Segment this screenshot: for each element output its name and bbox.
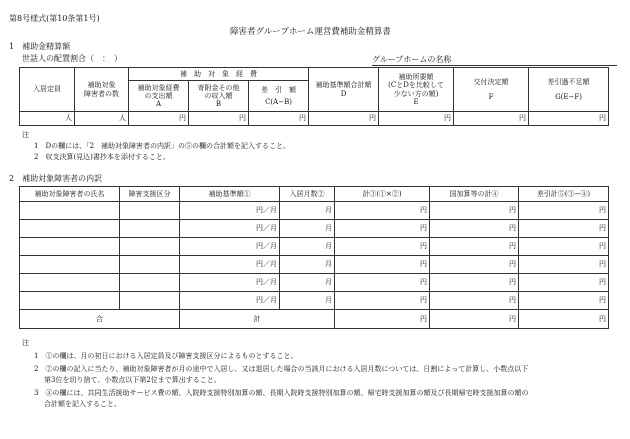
table-row: [20, 274, 609, 292]
column-header: 差引計⑤(③−④): [519, 187, 609, 202]
name-cell[interactable]: [20, 220, 120, 238]
amount-cell[interactable]: 円: [519, 238, 609, 256]
header-expense-total: 補助対象経費 の支出額 A: [129, 81, 189, 112]
note-item: 合計額を記入すること。: [44, 400, 121, 408]
support-class-cell[interactable]: [120, 274, 180, 292]
total-cell: 円: [335, 310, 430, 329]
table-row: [20, 220, 609, 238]
amount-cell[interactable]: 月: [280, 220, 335, 238]
amount-cell[interactable]: 月: [280, 202, 335, 220]
amount-cell[interactable]: 円／月: [180, 238, 280, 256]
notes1-label: 注: [22, 131, 29, 139]
cell-unit: 円: [189, 112, 249, 126]
amount-cell[interactable]: 円: [335, 202, 430, 220]
cell-unit: 円: [454, 112, 529, 126]
amount-cell[interactable]: 円: [335, 256, 430, 274]
cell-unit: 円: [379, 112, 454, 126]
name-cell[interactable]: [20, 292, 120, 310]
amount-cell[interactable]: 円: [519, 256, 609, 274]
header-residents: 入居定員: [20, 68, 75, 112]
note-item: 3 ④の欄には、共同生活援助サービス費の額、入院時支援特別加算の額、長期入院時支援特別加算の額、帰宅時支援加算の額及び長期帰宅時支援加算の額の: [34, 389, 529, 397]
amount-cell[interactable]: 円: [430, 274, 519, 292]
column-header: 国加算等の計④: [430, 187, 519, 202]
amount-cell[interactable]: 円: [430, 202, 519, 220]
amount-cell[interactable]: 円: [430, 292, 519, 310]
column-header: 補助対象障害者の氏名: [20, 187, 120, 202]
support-class-cell[interactable]: [120, 220, 180, 238]
column-header: 障害支援区分: [120, 187, 180, 202]
total-cell: 円: [430, 310, 519, 329]
table-row: [20, 202, 609, 220]
header-required: 補助所要額 (CとDを比較して 少ない方の額) E: [379, 68, 454, 112]
cell-unit: 人: [75, 112, 129, 126]
caretaker-ratio: 世話人の配置割合（ ： ）: [22, 54, 122, 63]
section1-heading: 1 補助金精算額: [9, 42, 71, 51]
amount-cell[interactable]: 円: [430, 238, 519, 256]
header-expense-group: 補 助 対 象 経 費: [129, 68, 309, 81]
header-standard-total: 補助基準額合計額 D: [309, 68, 379, 112]
note-item: 1 Dの欄には、「2 補助対象障害者の内訳」の⑤の欄の合計額を記入すること。: [34, 142, 291, 150]
cell-unit: 人: [20, 112, 75, 126]
note-item: 1 ①の欄は、月の初日における入居定員及び障害支援区分によるものとすること。: [34, 352, 298, 360]
amount-cell[interactable]: 月: [280, 256, 335, 274]
support-class-cell[interactable]: [120, 256, 180, 274]
header-subsidized-count: 補助対象 障害者の数: [75, 68, 129, 112]
support-class-cell[interactable]: [120, 202, 180, 220]
total-cell: 円: [519, 310, 609, 329]
group-home-name-line: [372, 65, 617, 66]
section2-heading: 2 補助対象障害者の内訳: [9, 174, 103, 183]
amount-cell[interactable]: 円／月: [180, 220, 280, 238]
amount-cell[interactable]: 円: [519, 292, 609, 310]
table-row: [20, 256, 609, 274]
amount-cell[interactable]: 円: [519, 274, 609, 292]
amount-cell[interactable]: 円: [335, 292, 430, 310]
name-cell[interactable]: [20, 238, 120, 256]
amount-cell[interactable]: 円／月: [180, 292, 280, 310]
column-header: 入居月数②: [280, 187, 335, 202]
page-title: 障害者グループホーム運営費補助金精算書: [230, 27, 391, 37]
header-decided: 交付決定額 F: [454, 68, 529, 112]
amount-cell[interactable]: 円: [519, 202, 609, 220]
name-cell[interactable]: [20, 256, 120, 274]
note-item: 2 ②の欄の記入に当たり、補助対象障害者が月の途中で入居し、又は退居した場合の当該月における入居月数については、日割によって計算し、小数点以下: [34, 365, 529, 373]
column-header: 補助基準額①: [180, 187, 280, 202]
amount-cell[interactable]: 円: [335, 274, 430, 292]
header-difference: 差 引 額 C(A−B): [249, 81, 309, 112]
name-cell[interactable]: [20, 202, 120, 220]
form-number: 第8号様式(第10条第1号): [9, 14, 100, 23]
header-other-income: 寄附金その他 の収入額 B: [189, 81, 249, 112]
amount-cell[interactable]: 月: [280, 238, 335, 256]
note-item: 2 収支決算(見込)書抄本を添付すること。: [34, 153, 170, 161]
notes2-label: 注: [22, 339, 29, 347]
amount-cell[interactable]: 円: [335, 220, 430, 238]
amount-cell[interactable]: 円／月: [180, 256, 280, 274]
amount-cell[interactable]: 月: [280, 274, 335, 292]
amount-cell[interactable]: 円／月: [180, 202, 280, 220]
cell-unit: 円: [309, 112, 379, 126]
name-cell[interactable]: [20, 274, 120, 292]
total-label-left: 合: [20, 310, 180, 329]
amount-cell[interactable]: 円: [430, 220, 519, 238]
amount-cell[interactable]: 月: [280, 292, 335, 310]
cell-unit: 円: [529, 112, 609, 126]
table-row: [20, 292, 609, 310]
group-home-name-label: グループホームの名称: [372, 55, 452, 64]
table-row: [20, 238, 609, 256]
amount-cell[interactable]: 円: [430, 256, 519, 274]
cell-unit: 円: [129, 112, 189, 126]
support-class-cell[interactable]: [120, 238, 180, 256]
cell-unit: 円: [249, 112, 309, 126]
column-header: 計③(①×②): [335, 187, 430, 202]
support-class-cell[interactable]: [120, 292, 180, 310]
amount-cell[interactable]: 円／月: [180, 274, 280, 292]
amount-cell[interactable]: 円: [335, 238, 430, 256]
header-excess: 差引過不足額 G(E−F): [529, 68, 609, 112]
settlement-table: [19, 67, 609, 126]
breakdown-table: [19, 186, 609, 329]
total-label-right: 計: [180, 310, 335, 329]
amount-cell[interactable]: 円: [519, 220, 609, 238]
note-item: 第3位を切り捨て、小数点以下第2位まで算出すること。: [44, 376, 221, 384]
